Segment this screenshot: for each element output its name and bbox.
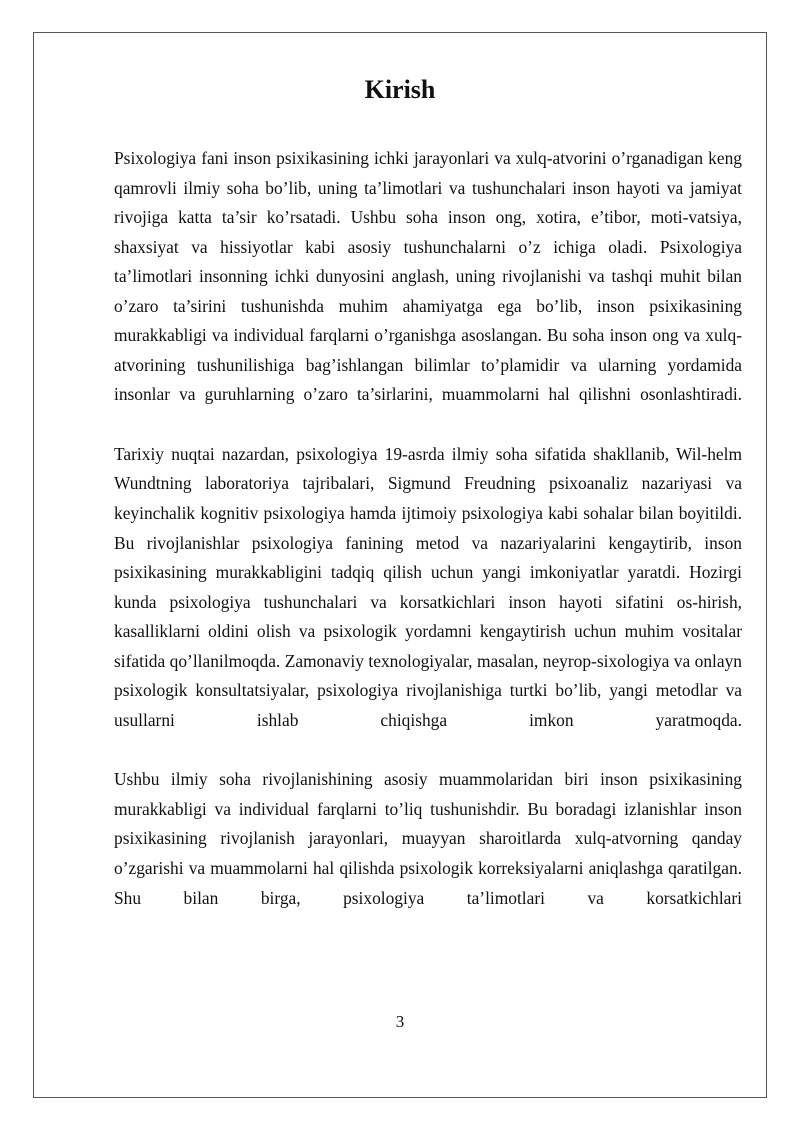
paragraph-1: Psixologiya fani inson psixikasining ichki jarayonlari va xulq-atvorini o’rganadigan keng qamrovli ilmiy soha bo’lib, uning ta’limotlari va tushunchalari inson hayoti va jamiyat rivojiga katta ta’sir ko’rsatadi. Ushbu soha inson ong, xotira, e’tibor, moti-vatsiya, shaxsiyat va hissiyotlar kabi asosiy tushunchalarni o’z ichiga oladi. Psixologiya ta’limotlari insonning ichki dunyosini anglash, uning rivojlanishi va tashqi muhit bilan o’zaro ta’sirini tushunishda muhim ahamiyatga ega bo’lib, inson psixikasining murakkabligi va individual farqlarni o’rganishga asoslangan. Bu soha inson ong va xulq-atvorining tushunilishiga bag’ishlangan bilimlar to’plamidir va ularning yordamida insonlar va guruhlarning o’zaro ta’sirlarini, muammolarni hal qilishni osonlashtiradi.	[114, 148, 742, 405]
paragraph-2: Tarixiy nuqtai nazardan, psixologiya 19-asrda ilmiy soha sifatida shakllanib, Wil-helm Wundtning laboratoriya tajribalari, Sigmund Freudning psixoanaliz nazariyasi va keyinchalik kognitiv psixologiya hamda ijtimoiy psixologiya kabi sohalar bilan boyitildi. Bu rivojlanishlar psixologiya fanining metod va nazariyalarini kengaytirib, inson psixikasining murakkabligini tadqiq qilish uchun yangi imkoniyatlar yaratdi. Hozirgi kunda psixologiya tushunchalari va korsatkichlari inson hayoti sifatini os-hirish, kasalliklarni oldini olish va psixologik yordamni kengaytirish uchun muhim vositalar sifatida qo’llanilmoqda. Zamonaviy texnologiyalar, masalan, neyrop-sixologiya va onlayn psixologik konsultatsiyalar, psixologiya rivojlanishiga turtki bo’lib, yangi metodlar va usullarni ishlab chiqishga imkon yaratmoqda.	[114, 443, 742, 730]
page-number: 3	[395, 1012, 405, 1031]
paragraph-3: Ushbu ilmiy soha rivojlanishining asosiy muammolaridan biri inson psixikasining murakkabligi va individual farqlarni to’liq tushunishdir. Bu boradagi izlanishlar inson psixikasining rivojlanish jarayonlari, muayyan sharoitlarda xulq-atvorning qanday o’zgarishi va muammolarni hal qilishda psixologik korreksiyalarni aniqlashga qaratilgan. Shu bilan birga, psixologiya ta’limotlari va korsatkichlari	[114, 769, 742, 908]
body-text	[114, 144, 742, 913]
page-title: Kirish	[364, 75, 436, 104]
